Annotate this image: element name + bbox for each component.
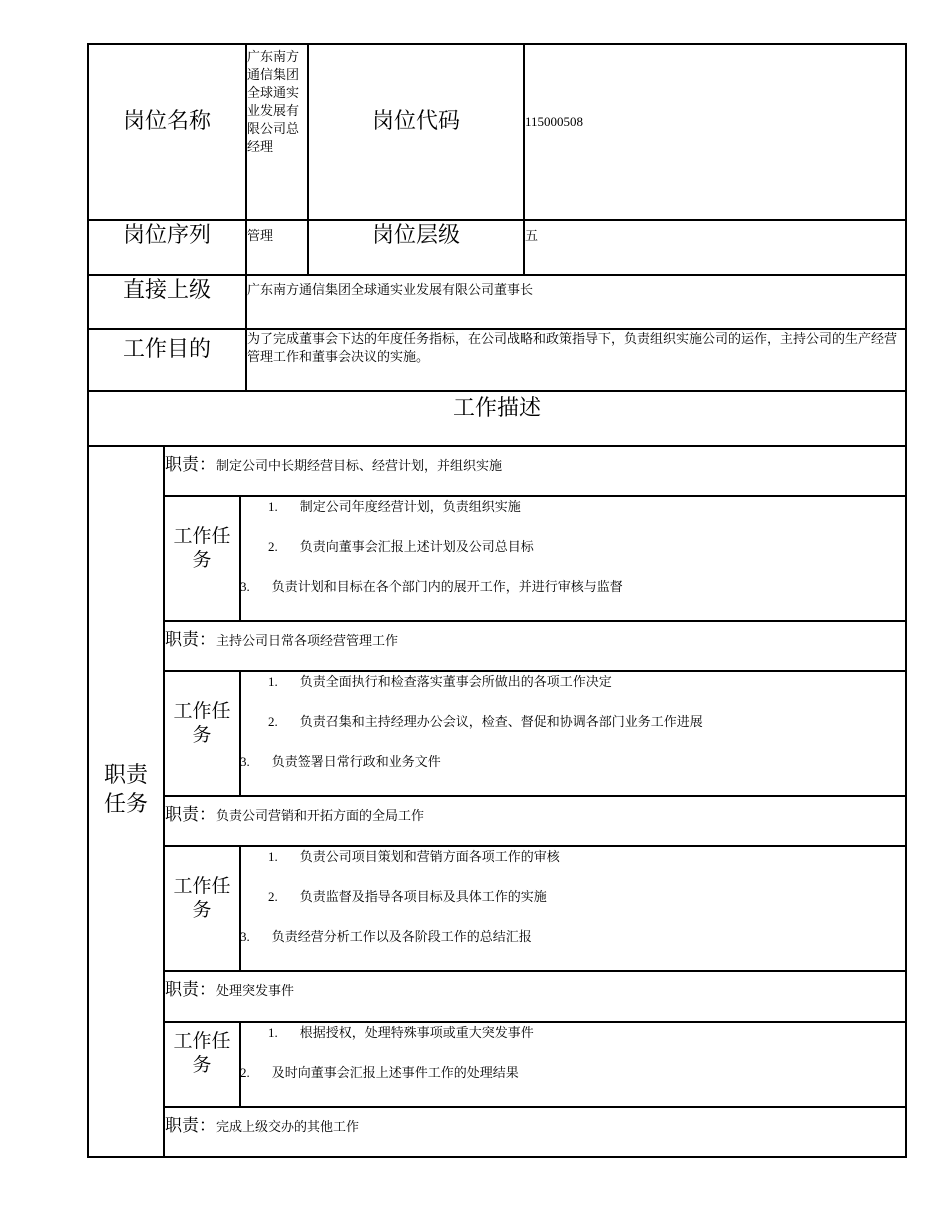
duty-text: 处理突发事件 [216,984,295,999]
post-series-value: 管理 [247,229,274,244]
task-number: 2. [240,1065,250,1080]
task-number: 1. [268,1025,278,1040]
task-label [165,874,239,922]
side-label-text: 职责任务 [103,763,148,817]
duty-prefix: 职责： [165,1116,216,1136]
task-item [240,753,441,772]
task-text: 负责监督及指导各项目标及具体工作的实施 [299,890,547,905]
duty-row [165,1111,359,1136]
post-code-label: 岗位代码 [371,109,460,134]
duty-text: 制定公司中长期经营目标、经营计划，并组织实施 [216,459,503,474]
task-item [268,1024,534,1043]
duty-text: 完成上级交办的其他工作 [216,1120,360,1135]
task-number: 1. [268,674,278,689]
task-text: 负责向董事会汇报上述计划及公司总目标 [299,540,534,555]
duty-prefix: 职责： [165,630,216,650]
task-item [240,928,532,947]
task-item [268,673,612,692]
task-number: 2. [268,714,278,729]
post-level-label: 岗位层级 [371,223,460,248]
task-text: 制定公司年度经营计划，负责组织实施 [299,500,521,515]
duty-text: 负责公司营销和开拓方面的全局工作 [216,809,425,824]
task-item [268,888,547,907]
task-label-text: 工作任务 [173,875,231,921]
duty-row [165,975,294,1000]
task-label [165,699,239,747]
task-item [268,498,521,517]
task-item [268,713,703,732]
task-text: 负责全面执行和检查落实董事会所做出的各项工作决定 [299,675,612,690]
task-label-text: 工作任务 [173,700,231,746]
purpose-value: 为了完成董事会下达的年度任务指标，在公司战略和政策指导下，负责组织实施公司的运作，主持公司的生产经营管理工作和董事会决议的实施。 [247,332,898,365]
task-text: 负责计划和目标在各个部门内的展开工作，并进行审核与监督 [271,580,623,595]
duty-row [165,450,502,475]
post-name-label: 岗位名称 [122,109,211,134]
duty-row [165,800,424,825]
task-number: 1. [268,499,278,514]
duty-prefix: 职责： [165,805,216,825]
task-number: 2. [268,889,278,904]
task-item [268,848,560,867]
purpose-label: 工作目的 [122,337,211,362]
duty-prefix: 职责： [165,980,216,1000]
superior-value: 广东南方通信集团全球通实业发展有限公司董事长 [247,283,534,298]
post-code-value: 115000508 [525,114,584,129]
task-number: 3. [240,929,250,944]
task-label [165,1029,239,1077]
task-text: 负责经营分析工作以及各阶段工作的总结汇报 [271,930,532,945]
post-series-label: 岗位序列 [122,223,211,248]
task-text: 负责公司项目策划和营销方面各项工作的审核 [299,850,560,865]
task-text: 及时向董事会汇报上述事件工作的处理结果 [271,1066,519,1081]
description-title: 工作描述 [452,396,541,421]
task-number: 1. [268,849,278,864]
superior-label: 直接上级 [122,278,211,303]
task-number: 2. [268,539,278,554]
post-name-value: 广东南方通信集团全球通实业发展有限公司总经理 [247,50,300,155]
task-item [240,1064,519,1083]
task-label-text: 工作任务 [173,525,231,571]
task-text: 负责签署日常行政和业务文件 [271,755,441,770]
task-number: 3. [240,754,250,769]
task-text: 根据授权，处理特殊事项或重大突发事件 [299,1026,534,1041]
task-number: 3. [240,579,250,594]
task-item [240,578,623,597]
duty-row [165,625,398,650]
task-item [268,538,534,557]
duty-prefix: 职责： [165,455,216,475]
post-level-value: 五 [525,229,539,244]
task-text: 负责召集和主持经理办公会议，检查、督促和协调各部门业务工作进展 [299,715,703,730]
duty-text: 主持公司日常各项经营管理工作 [216,634,399,649]
task-label-text: 工作任务 [173,1030,231,1076]
side-label [89,761,163,819]
task-label [165,524,239,572]
